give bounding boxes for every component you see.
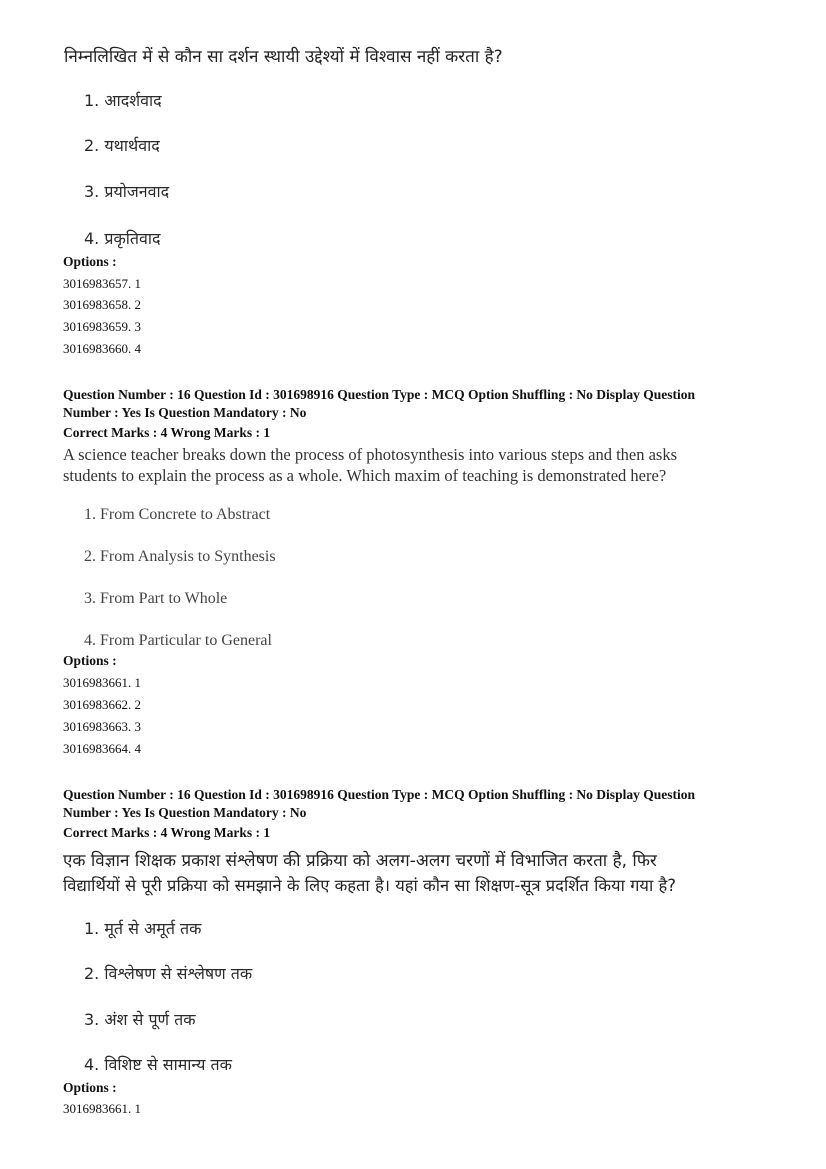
question-text: students to explain the process as a whole. Which maxim of teaching is demonstrated here? <box>63 466 667 485</box>
option-1: 1. मूर्त से अमूर्त तक <box>84 919 202 938</box>
options-label: Options : <box>63 653 117 668</box>
question-meta: Number : Yes Is Question Mandatory : No <box>63 805 307 820</box>
option-4: 4. From Particular to General <box>84 632 272 649</box>
option-id: 3016983657. 1 <box>63 276 141 291</box>
option-id: 3016983658. 2 <box>63 297 141 312</box>
question-text: एक विज्ञान शिक्षक प्रकाश संश्लेषण की प्रक्रिया को अलग-अलग चरणों में विभाजित करता है, फिर <box>63 851 657 871</box>
option-2: 2. यथार्थवाद <box>84 136 160 155</box>
option-id: 3016983663. 3 <box>63 719 141 734</box>
option-id: 3016983660. 4 <box>63 341 141 356</box>
option-id: 3016983659. 3 <box>63 319 141 334</box>
option-id: 3016983661. 1 <box>63 1101 141 1116</box>
option-3: 3. अंश से पूर्ण तक <box>84 1010 196 1029</box>
question-text: A science teacher breaks down the process of photosynthesis into various steps and then asks <box>63 445 678 464</box>
option-3: 3. From Part to Whole <box>84 590 228 607</box>
option-2: 2. विश्लेषण से संश्लेषण तक <box>84 964 253 983</box>
question-text: विद्यार्थियों से पूरी प्रक्रिया को समझाने के लिए कहता है। यहां कौन सा शिक्षण-सूत्र प्रदर्शित किया गया है? <box>63 876 677 895</box>
question-marks: Correct Marks : 4 Wrong Marks : 1 <box>63 425 271 440</box>
option-4: 4. विशिष्ट से सामान्य तक <box>84 1055 232 1074</box>
option-id: 3016983661. 1 <box>63 675 141 690</box>
question-text: निम्नलिखित में से कौन सा दर्शन स्थायी उद्देश्यों में विश्वास नहीं करता है? <box>64 47 503 67</box>
option-3: 3. प्रयोजनवाद <box>84 182 170 201</box>
options-label: Options : <box>63 1080 117 1095</box>
option-2: 2. From Analysis to Synthesis <box>84 548 276 565</box>
option-1: 1. आदर्शवाद <box>84 91 162 110</box>
option-1: 1. From Concrete to Abstract <box>84 506 271 523</box>
question-meta: Question Number : 16 Question Id : 301698916 Question Type : MCQ Option Shuffling : No Display Question <box>63 387 695 402</box>
options-label: Options : <box>63 254 117 269</box>
question-marks: Correct Marks : 4 Wrong Marks : 1 <box>63 825 271 840</box>
option-4: 4. प्रकृतिवाद <box>84 229 161 248</box>
question-meta: Number : Yes Is Question Mandatory : No <box>63 405 307 420</box>
option-id: 3016983662. 2 <box>63 697 141 712</box>
option-id: 3016983664. 4 <box>63 741 141 756</box>
question-meta: Question Number : 16 Question Id : 301698916 Question Type : MCQ Option Shuffling : No Display Question <box>63 787 695 802</box>
